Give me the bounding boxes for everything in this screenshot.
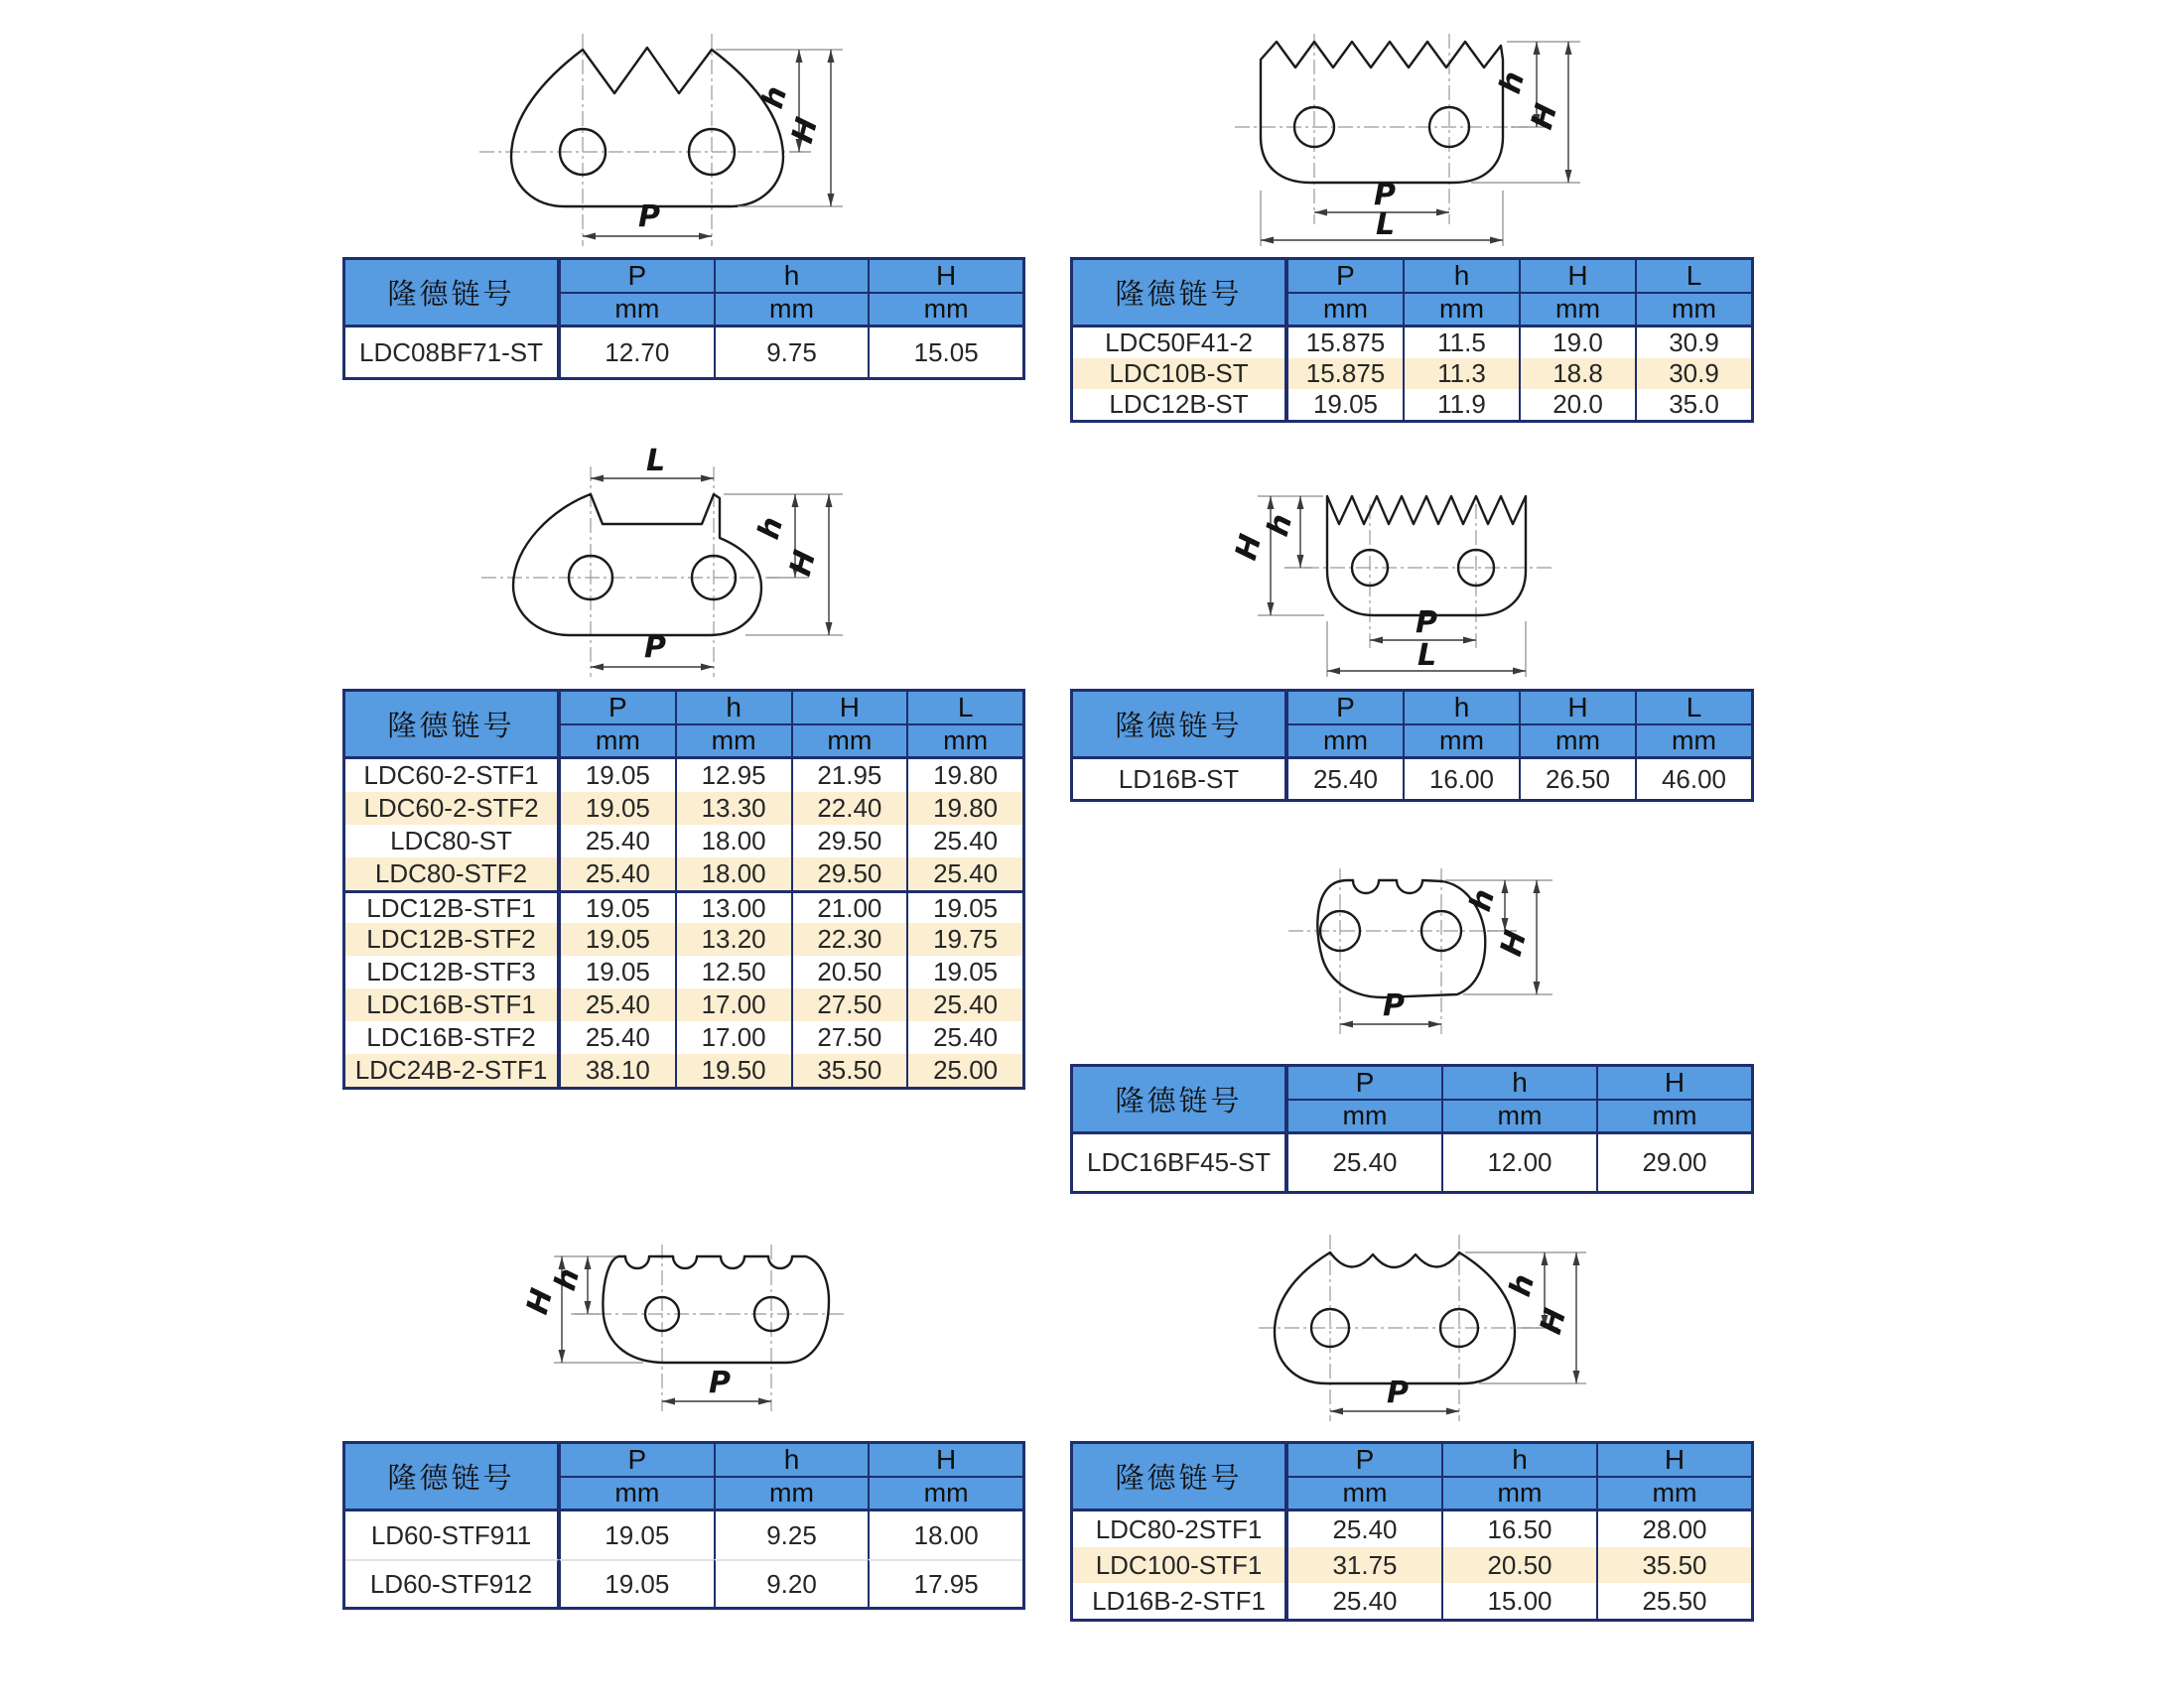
- col-header: h: [1403, 260, 1519, 294]
- value-cell: 25.40: [1286, 1583, 1441, 1619]
- unit-header: mm: [1596, 1478, 1751, 1511]
- spec-table-top-right: [1070, 257, 1754, 423]
- value-cell: 18.00: [675, 825, 791, 857]
- col-header: L: [1635, 260, 1751, 294]
- value-cell: 15.875: [1286, 328, 1403, 358]
- unit-header: mm: [1403, 294, 1519, 328]
- row-name-cell: LDC16BF45-ST: [1073, 1134, 1286, 1191]
- value-cell: 25.40: [559, 988, 675, 1021]
- value-cell: 25.40: [1286, 1511, 1441, 1547]
- value-cell: 19.05: [559, 759, 675, 792]
- value-cell: 11.5: [1403, 328, 1519, 358]
- value-cell: 11.3: [1403, 358, 1519, 389]
- unit-header: mm: [1519, 294, 1635, 328]
- dim-label-h: h: [1462, 885, 1503, 916]
- value-cell: 35.0: [1635, 389, 1751, 420]
- plate-outline: [513, 494, 761, 635]
- chain-plate-drawing-bottom-left: [516, 1217, 874, 1430]
- dim-label-L: L: [1417, 638, 1437, 673]
- value-cell: 13.20: [675, 923, 791, 956]
- chain-plate-drawing-top-right: [1213, 16, 1650, 264]
- value-cell: 28.00: [1596, 1511, 1751, 1547]
- value-cell: 19.50: [675, 1054, 791, 1087]
- unit-header: mm: [1635, 725, 1751, 759]
- value-cell: 25.40: [1286, 1134, 1441, 1191]
- value-cell: 19.80: [906, 792, 1022, 825]
- value-cell: 25.50: [1596, 1583, 1751, 1619]
- col-header: P: [1286, 1444, 1441, 1478]
- value-cell: 25.40: [906, 857, 1022, 890]
- value-cell: 13.30: [675, 792, 791, 825]
- dim-label-P: P: [1383, 988, 1405, 1023]
- unit-header: mm: [1403, 725, 1519, 759]
- value-cell: 20.50: [1441, 1547, 1596, 1583]
- row-name-cell: LDC80-ST: [345, 825, 559, 857]
- value-cell: 17.00: [675, 1021, 791, 1054]
- dim-label-P: P: [1387, 1376, 1409, 1410]
- row-name-cell: LDC12B-STF1: [345, 890, 559, 923]
- row-name-cell: LDC24B-2-STF1: [345, 1054, 559, 1087]
- col-header: h: [675, 692, 791, 725]
- col-header: H: [1519, 692, 1635, 725]
- unit-header: mm: [791, 725, 907, 759]
- unit-header: mm: [1635, 294, 1751, 328]
- unit-header: mm: [714, 294, 869, 328]
- col-header: H: [1596, 1444, 1751, 1478]
- col-header: L: [906, 692, 1022, 725]
- dim-label-P: P: [1374, 178, 1396, 212]
- col-header: P: [1286, 692, 1403, 725]
- dim-label-H: H: [1524, 99, 1565, 134]
- row-name-cell: LDC16B-STF2: [345, 1021, 559, 1054]
- value-cell: 17.00: [675, 988, 791, 1021]
- dim-label-h: h: [1492, 67, 1533, 98]
- value-cell: 21.00: [791, 890, 907, 923]
- col-header: P: [559, 260, 714, 294]
- value-cell: 9.25: [714, 1511, 869, 1559]
- col-header: H: [868, 260, 1022, 294]
- dim-label-P: P: [638, 199, 660, 234]
- value-cell: 25.00: [906, 1054, 1022, 1087]
- value-cell: 19.05: [1286, 389, 1403, 420]
- dim-label-L: L: [1376, 207, 1396, 242]
- unit-header: mm: [1596, 1101, 1751, 1134]
- dim-label-H: H: [1533, 1304, 1574, 1339]
- col-header: P: [559, 692, 675, 725]
- value-cell: 19.05: [906, 956, 1022, 988]
- value-cell: 19.05: [906, 890, 1022, 923]
- row-name-cell: LD16B-ST: [1073, 759, 1286, 799]
- row-name-cell: LDC60-2-STF2: [345, 792, 559, 825]
- value-cell: 11.9: [1403, 389, 1519, 420]
- unit-header: mm: [1519, 725, 1635, 759]
- row-name-cell: LDC08BF71-ST: [345, 328, 559, 377]
- value-cell: 38.10: [559, 1054, 675, 1087]
- value-cell: 35.50: [1596, 1547, 1751, 1583]
- unit-header: mm: [714, 1478, 869, 1511]
- col-header: P: [1286, 1067, 1441, 1101]
- value-cell: 46.00: [1635, 759, 1751, 799]
- value-cell: 25.40: [906, 825, 1022, 857]
- value-cell: 13.00: [675, 890, 791, 923]
- chain-no-header: 隆德链号: [1073, 260, 1286, 328]
- dim-label-H: H: [784, 113, 826, 148]
- col-header: P: [1286, 260, 1403, 294]
- chain-plate-drawing-mid-left: [452, 447, 898, 690]
- value-cell: 25.40: [1286, 759, 1403, 799]
- chain-plate-drawing-top-left: [462, 16, 908, 259]
- unit-header: mm: [1286, 725, 1403, 759]
- value-cell: 19.05: [559, 1559, 714, 1607]
- value-cell: 25.40: [906, 988, 1022, 1021]
- unit-header: mm: [1441, 1478, 1596, 1511]
- value-cell: 16.50: [1441, 1511, 1596, 1547]
- value-cell: 30.9: [1635, 328, 1751, 358]
- value-cell: 15.875: [1286, 358, 1403, 389]
- value-cell: 29.00: [1596, 1134, 1751, 1191]
- col-header: h: [1403, 692, 1519, 725]
- value-cell: 12.95: [675, 759, 791, 792]
- col-header: h: [714, 260, 869, 294]
- value-cell: 29.50: [791, 857, 907, 890]
- value-cell: 22.40: [791, 792, 907, 825]
- row-name-cell: LDC60-2-STF1: [345, 759, 559, 792]
- row-name-cell: LDC16B-STF1: [345, 988, 559, 1021]
- dim-label-H: H: [1228, 530, 1270, 565]
- plate-outline: [1261, 42, 1503, 183]
- value-cell: 30.9: [1635, 358, 1751, 389]
- chain-plate-drawing-mid-right-2: [1259, 844, 1596, 1047]
- chain-no-header: 隆德链号: [1073, 1067, 1286, 1134]
- spec-table-mid-right-2: [1070, 1064, 1754, 1194]
- unit-header: mm: [868, 1478, 1022, 1511]
- unit-header: mm: [1286, 1478, 1441, 1511]
- value-cell: 31.75: [1286, 1547, 1441, 1583]
- value-cell: 18.00: [868, 1511, 1022, 1559]
- value-cell: 25.40: [906, 1021, 1022, 1054]
- value-cell: 19.05: [559, 956, 675, 988]
- value-cell: 18.00: [675, 857, 791, 890]
- value-cell: 19.75: [906, 923, 1022, 956]
- value-cell: 9.20: [714, 1559, 869, 1607]
- value-cell: 25.40: [559, 1021, 675, 1054]
- chain-no-header: 隆德链号: [345, 1444, 559, 1511]
- plate-outline: [511, 48, 783, 206]
- col-header: H: [1596, 1067, 1751, 1101]
- chain-plate-drawing-mid-right: [1213, 457, 1620, 690]
- dim-label-H: H: [782, 546, 824, 581]
- unit-header: mm: [906, 725, 1022, 759]
- row-name-cell: LDC100-STF1: [1073, 1547, 1286, 1583]
- plate-outline: [1275, 1252, 1515, 1383]
- chain-no-header: 隆德链号: [1073, 1444, 1286, 1511]
- unit-header: mm: [1441, 1101, 1596, 1134]
- value-cell: 19.05: [559, 792, 675, 825]
- spec-table-bottom-right: [1070, 1441, 1754, 1622]
- value-cell: 20.50: [791, 956, 907, 988]
- dim-label-P: P: [709, 1366, 731, 1400]
- value-cell: 17.95: [868, 1559, 1022, 1607]
- dim-label-P: P: [1416, 605, 1437, 640]
- row-name-cell: LDC12B-ST: [1073, 389, 1286, 420]
- row-name-cell: LDC80-2STF1: [1073, 1511, 1286, 1547]
- value-cell: 9.75: [714, 328, 869, 377]
- value-cell: 35.50: [791, 1054, 907, 1087]
- value-cell: 27.50: [791, 988, 907, 1021]
- value-cell: 12.50: [675, 956, 791, 988]
- spec-table-mid-left: [342, 689, 1025, 1090]
- col-header: H: [868, 1444, 1022, 1478]
- chain-no-header: 隆德链号: [345, 260, 559, 328]
- unit-header: mm: [559, 1478, 714, 1511]
- dim-label-H: H: [1493, 926, 1535, 961]
- chain-plate-drawing-bottom-right: [1249, 1217, 1616, 1435]
- value-cell: 19.80: [906, 759, 1022, 792]
- value-cell: 18.8: [1519, 358, 1635, 389]
- value-cell: 19.05: [559, 1511, 714, 1559]
- value-cell: 15.00: [1441, 1583, 1596, 1619]
- value-cell: 19.05: [559, 923, 675, 956]
- row-name-cell: LD16B-2-STF1: [1073, 1583, 1286, 1619]
- col-header: h: [714, 1444, 869, 1478]
- value-cell: 22.30: [791, 923, 907, 956]
- spec-table-mid-right: [1070, 689, 1754, 802]
- col-header: H: [1519, 260, 1635, 294]
- chain-no-header: 隆德链号: [345, 692, 559, 759]
- chain-no-header: 隆德链号: [1073, 692, 1286, 759]
- dim-label-P: P: [644, 630, 666, 665]
- value-cell: 15.05: [868, 328, 1022, 377]
- col-header: h: [1441, 1444, 1596, 1478]
- row-name-cell: LDC10B-ST: [1073, 358, 1286, 389]
- plate-outline: [603, 1256, 829, 1363]
- value-cell: 27.50: [791, 1021, 907, 1054]
- dim-label-L: L: [646, 447, 666, 478]
- value-cell: 12.00: [1441, 1134, 1596, 1191]
- value-cell: 19.05: [559, 890, 675, 923]
- unit-header: mm: [675, 725, 791, 759]
- unit-header: mm: [1286, 1101, 1441, 1134]
- col-header: h: [1441, 1067, 1596, 1101]
- value-cell: 20.0: [1519, 389, 1635, 420]
- value-cell: 21.95: [791, 759, 907, 792]
- value-cell: 16.00: [1403, 759, 1519, 799]
- dim-label-h: h: [547, 1264, 588, 1295]
- value-cell: 19.0: [1519, 328, 1635, 358]
- row-name-cell: LDC12B-STF2: [345, 923, 559, 956]
- row-name-cell: LDC50F41-2: [1073, 328, 1286, 358]
- col-header: P: [559, 1444, 714, 1478]
- row-name-cell: LDC12B-STF3: [345, 956, 559, 988]
- unit-header: mm: [559, 294, 714, 328]
- dim-label-h: h: [1502, 1270, 1543, 1301]
- spec-table-top-left: [342, 257, 1025, 380]
- value-cell: 26.50: [1519, 759, 1635, 799]
- col-header: H: [791, 692, 907, 725]
- dim-label-h: h: [1260, 510, 1300, 541]
- unit-header: mm: [559, 725, 675, 759]
- unit-header: mm: [868, 294, 1022, 328]
- value-cell: 29.50: [791, 825, 907, 857]
- dim-label-H: H: [519, 1284, 561, 1319]
- value-cell: 25.40: [559, 825, 675, 857]
- row-name-cell: LD60-STF912: [345, 1559, 559, 1607]
- value-cell: 12.70: [559, 328, 714, 377]
- row-name-cell: LD60-STF911: [345, 1511, 559, 1559]
- dim-label-h: h: [754, 82, 795, 113]
- value-cell: 25.40: [559, 857, 675, 890]
- unit-header: mm: [1286, 294, 1403, 328]
- col-header: L: [1635, 692, 1751, 725]
- row-name-cell: LDC80-STF2: [345, 857, 559, 890]
- spec-table-bottom-left: [342, 1441, 1025, 1610]
- dim-label-h: h: [750, 513, 791, 544]
